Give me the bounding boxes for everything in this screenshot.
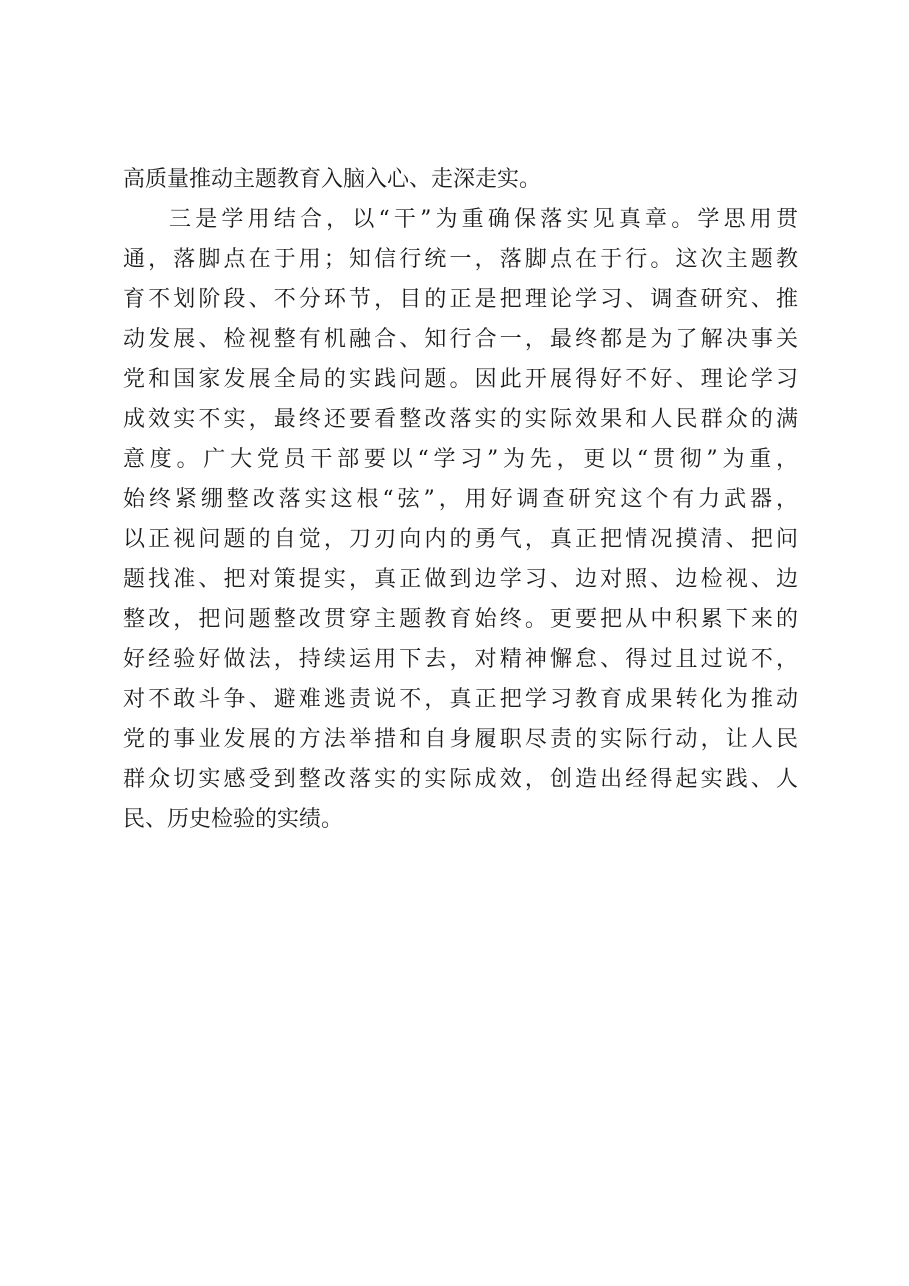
paragraph-1-line-1: 高质量推动主题教育入脑入心、走深走实。	[123, 167, 542, 192]
paragraph-2-line-11: 整改，把问题整改贯穿主题教育始终。更要把从中积累下来的	[123, 607, 798, 632]
paragraph-2-line-3: 育不划阶段、不分环节，目的正是把理论学习、调查研究、推	[123, 287, 798, 312]
paragraph-2-line-14: 党的事业发展的方法举措和自身履职尽责的实际行动，让人民	[123, 727, 798, 752]
paragraph-2-line-8: 始终紧绷整改落实这根“弦”，用好调查研究这个有力武器，	[123, 487, 798, 512]
paragraph-2-line-15: 群众切实感受到整改落实的实际成效，创造出经得起实践、人	[123, 767, 798, 792]
body-text	[123, 160, 798, 840]
paragraph-2-line-12: 好经验好做法，持续运用下去，对精神懈怠、得过且过说不，	[123, 647, 798, 672]
paragraph-2-line-13: 对不敢斗争、避难逃责说不，真正把学习教育成果转化为推动	[123, 687, 798, 712]
paragraph-2-line-2: 通，落脚点在于用；知信行统一，落脚点在于行。这次主题教	[123, 247, 798, 272]
paragraph-2-line-7: 意度。广大党员干部要以“学习”为先，更以“贯彻”为重，	[123, 447, 798, 472]
paragraph-2-line-1: 三是学用结合，以“干”为重确保落实见真章。学思用贯	[169, 207, 798, 232]
paragraph-2-line-16: 民、历史检验的实绩。	[123, 807, 344, 832]
paragraph-2-line-10: 题找准、把对策提实，真正做到边学习、边对照、边检视、边	[123, 567, 798, 592]
paragraph-2-line-5: 党和国家发展全局的实践问题。因此开展得好不好、理论学习	[123, 367, 798, 392]
paragraph-2-line-6: 成效实不实，最终还要看整改落实的实际效果和人民群众的满	[123, 407, 798, 432]
paragraph-2-line-9: 以正视问题的自觉，刀刃向内的勇气，真正把情况摸清、把问	[123, 527, 798, 552]
paragraph-2-line-4: 动发展、检视整有机融合、知行合一，最终都是为了解决事关	[123, 327, 798, 352]
